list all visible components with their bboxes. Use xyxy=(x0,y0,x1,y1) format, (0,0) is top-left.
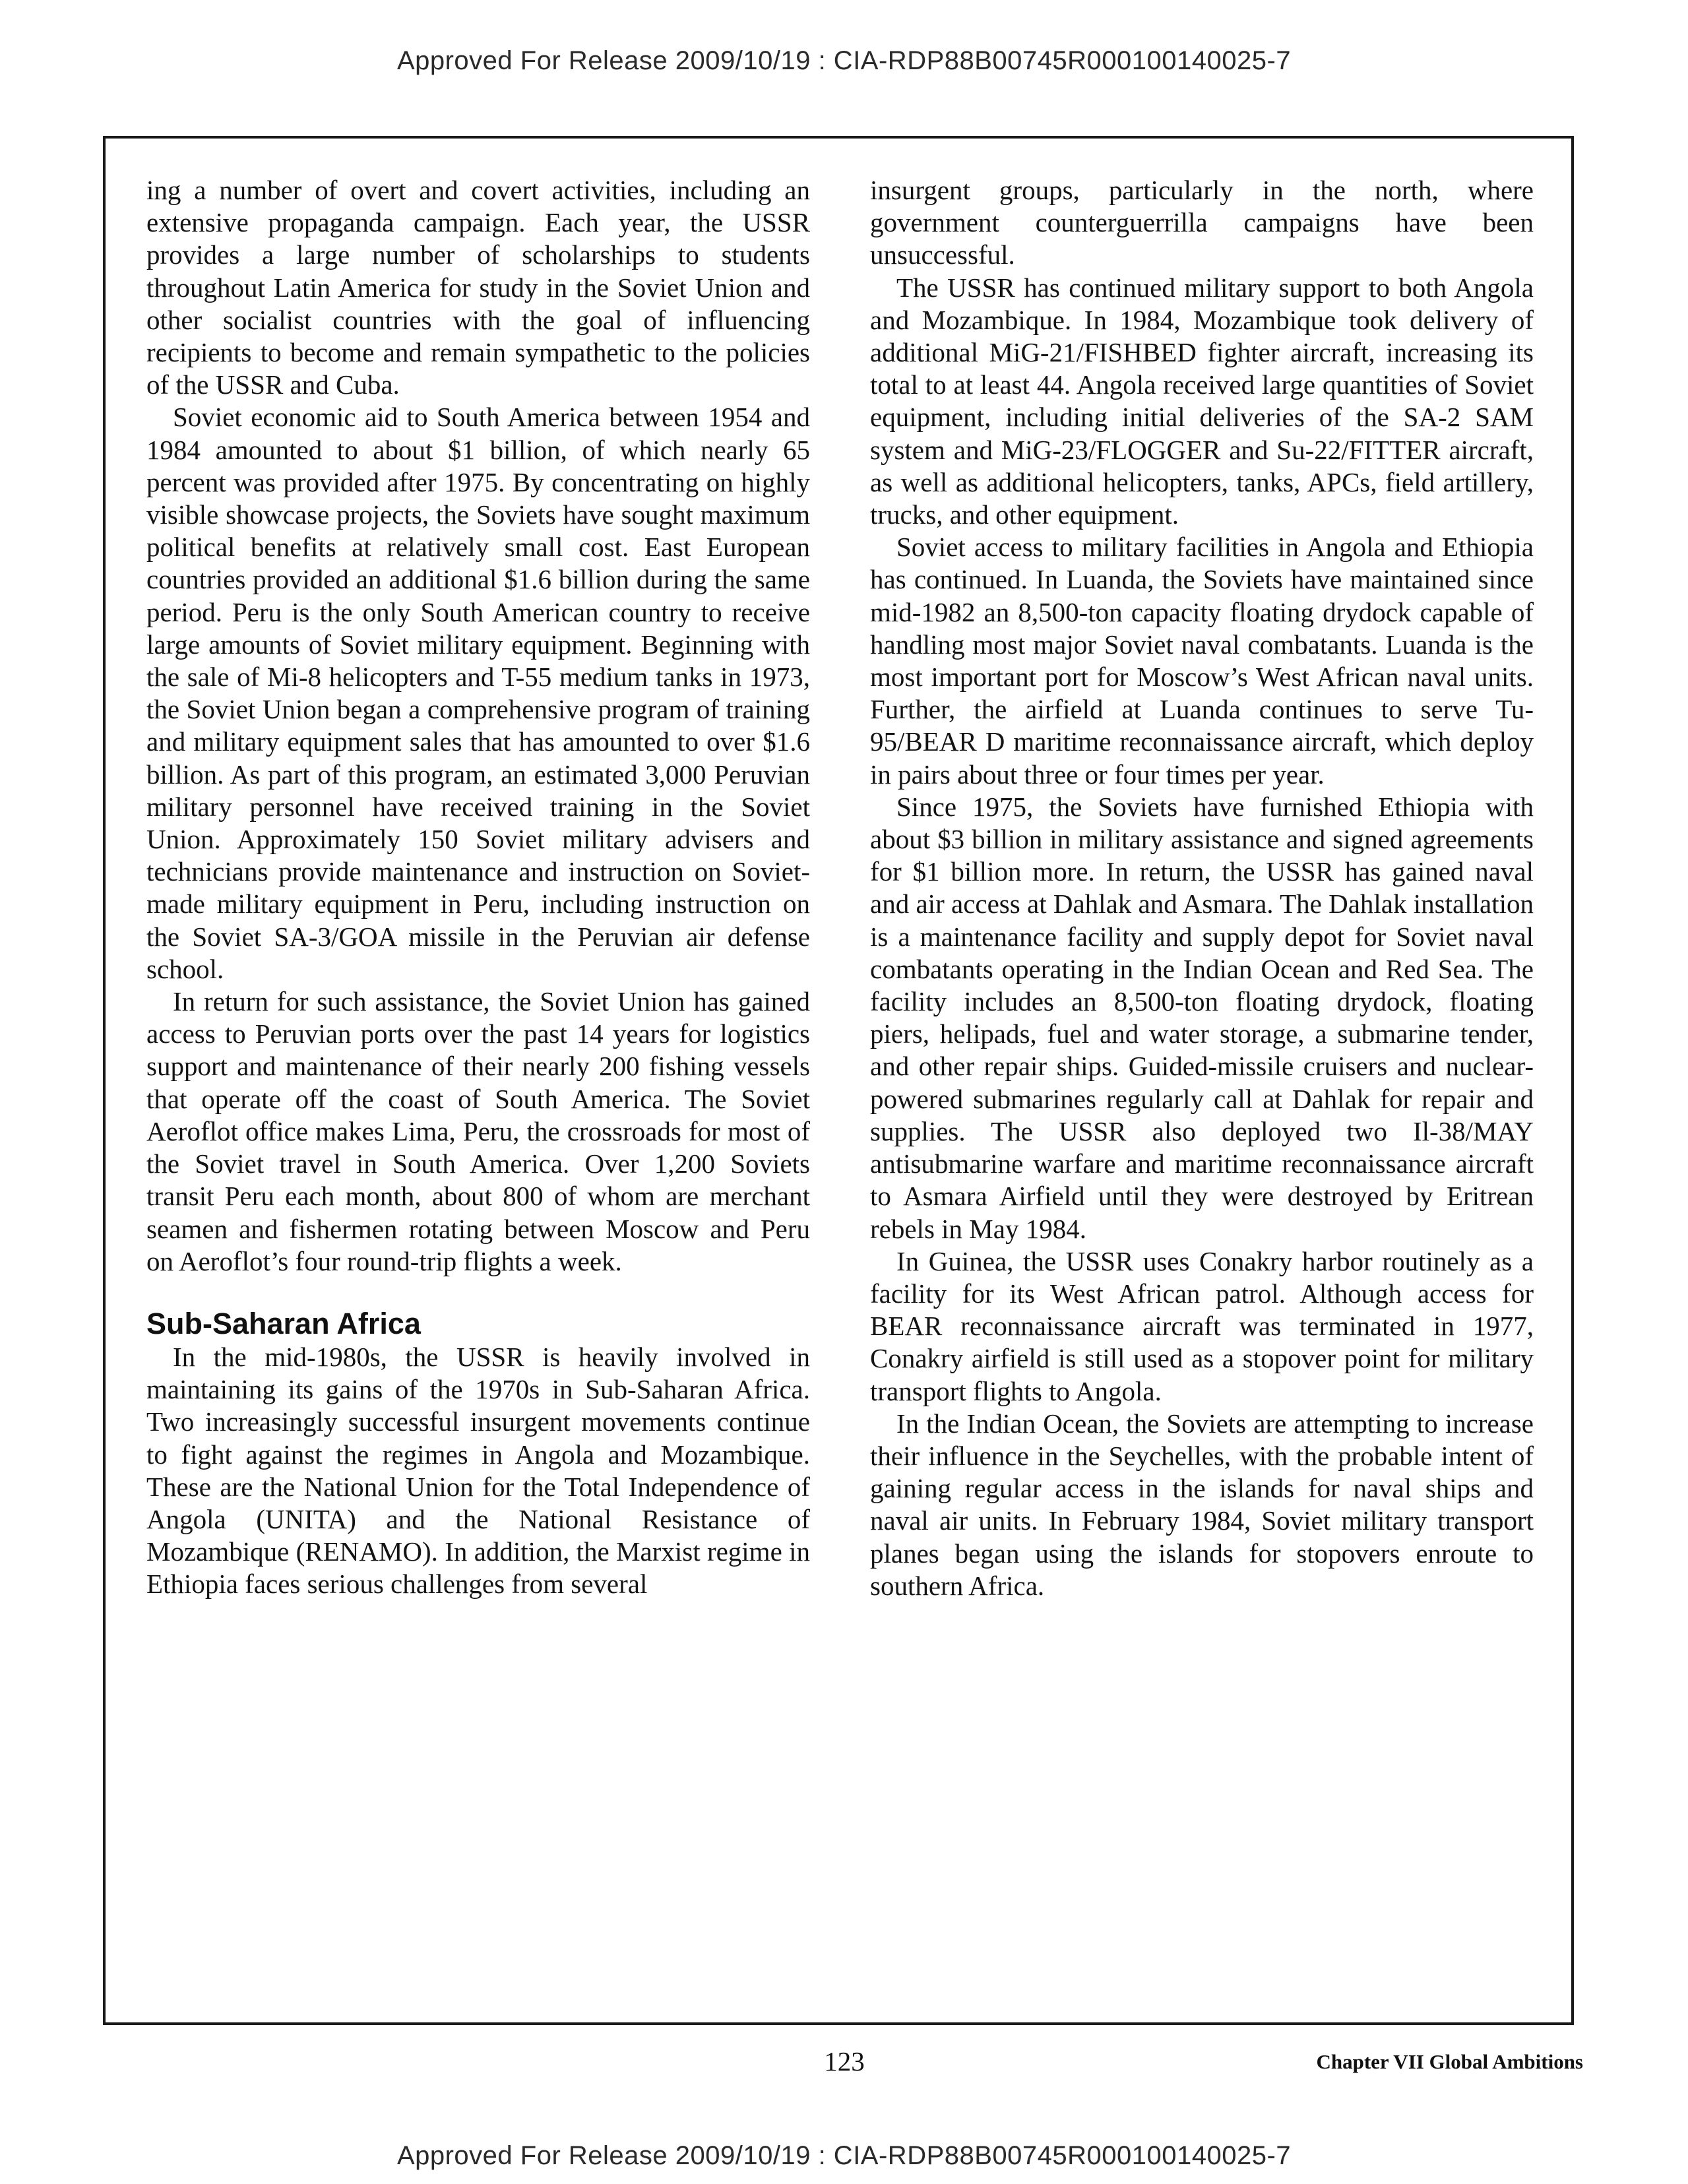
paragraph: ing a number of overt and covert activities, including an extensive propaganda campaign. Each year, the USSR provides a large number of scholarships to students throughout Latin America for study in the Soviet Union and other socialist countries with the goal of influencing recipients to become and remain sympathetic to the policies of the USSR and Cuba. xyxy=(146,175,810,400)
release-header: Approved For Release 2009/10/19 : CIA-RDP88B00745R000100140025-7 xyxy=(396,46,1292,75)
paragraph: In the Indian Ocean, the Soviets are attempting to increase their influence in the Seychelles, with the probable intent of gaining regular access in the islands for naval ships and naval air units. In February 1984, Soviet military transport planes began using the islands for stopovers enroute to southern Africa. xyxy=(870,1408,1534,1601)
paragraph: insurgent groups, particularly in the north, where government counterguerrilla campaigns have been unsuccessful. xyxy=(870,175,1534,270)
section-heading: Sub-Saharan Africa xyxy=(146,1306,421,1340)
paragraph: In return for such assistance, the Soviet Union has gained access to Peruvian ports over the past 14 years for logistics support and maintenance of their nearly 200 fishing vessels that operate off the coast of South America. The Soviet Aeroflot office makes Lima, Peru, the crossroads for most of the Soviet travel in South America. Over 1,200 Soviets transit Peru each month, about 800 of whom are merchant seamen and fishermen rotating between Moscow and Peru on Aeroflot’s four round-trip flights a week. xyxy=(146,986,810,1276)
release-footer: Approved For Release 2009/10/19 : CIA-RDP88B00745R000100140025-7 xyxy=(396,2141,1292,2170)
paragraph: Soviet access to military facilities in Angola and Ethiopia has continued. In Luanda, the Soviets have maintained since mid-1982 an 8,500-ton capacity floating drydock capable of handling most major Soviet naval combatants. Luanda is the most important port for Moscow’s West African naval units. Further, the airfield at Luanda continues to serve Tu-95/BEAR D maritime reconnaissance aircraft, which deploy in pairs about three or four times per year. xyxy=(870,532,1534,790)
paragraph: In the mid-1980s, the USSR is heavily involved in maintaining its gains of the 1970s in Sub-Saharan Africa. Two increasingly successful insurgent movements continue to fight against the regimes in Angola and Mozambique. These are the National Union for the Total Independence of Angola (UNITA) and the National Resistance of Mozambique (RENAMO). In addition, the Marxist regime in Ethiopia faces serious challenges from several xyxy=(146,1341,810,1600)
paragraph: In Guinea, the USSR uses Conakry harbor routinely as a facility for its West African patrol. Although access for BEAR reconnaissance aircraft was terminated in 1977, Conakry airfield is still used as a stopover point for military transport flights to Angola. xyxy=(870,1245,1534,1406)
paragraph: Soviet economic aid to South America between 1954 and 1984 amounted to about $1 billion, of which nearly 65 percent was provided after 1975. By concentrating on highly visible showcase projects, the Soviets have sought maximum political benefits at relatively small cost. East European countries provided an additional $1.6 billion during the same period. Peru is the only South American country to receive large amounts of Soviet military equipment. Beginning with the sale of Mi-8 helicopters and T-55 medium tanks in 1973, the Soviet Union began a comprehensive program of training and military equipment sales that has amounted to over $1.6 billion. As part of this program, an estimated 3,000 Peruvian military personnel have received training in the Soviet Union. Approximately 150 Soviet military advisers and technicians provide maintenance and instruction on Soviet-made military equipment in Peru, including instruction on the Soviet SA-3/GOA missile in the Peruvian air defense school. xyxy=(146,402,810,984)
chapter-label: Chapter VII Global Ambitions xyxy=(1316,2050,1583,2073)
right-column xyxy=(870,174,1534,1602)
left-column xyxy=(146,174,810,1601)
paragraph: The USSR has continued military support to both Angola and Mozambique. In 1984, Mozambique took delivery of additional MiG-21/FISHBED fighter aircraft, increasing its total to at least 44. Angola received large quantities of Soviet equipment, including initial deliveries of the SA-2 SAM system and MiG-23/FLOGGER and Su-22/FITTER aircraft, as well as additional helicopters, tanks, APCs, field artillery, trucks, and other equipment. xyxy=(870,272,1534,530)
paragraph: Since 1975, the Soviets have furnished Ethiopia with about $3 billion in military assistance and signed agreements for $1 billion more. In return, the USSR has gained naval and air access at Dahlak and Asmara. The Dahlak installation is a maintenance facility and supply depot for Soviet naval combatants operating in the Indian Ocean and Red Sea. The facility includes an 8,500-ton floating drydock, floating piers, helipads, fuel and water storage, a submarine tender, and other repair ships. Guided-missile cruisers and nuclear-powered submarines regularly call at Dahlak for repair and supplies. The USSR also deployed two Il-38/MAY antisubmarine warfare and maritime reconnaissance aircraft to Asmara Airfield until they were destroyed by Eritrean rebels in May 1984. xyxy=(870,791,1534,1244)
page-number: 123 xyxy=(824,2046,865,2076)
